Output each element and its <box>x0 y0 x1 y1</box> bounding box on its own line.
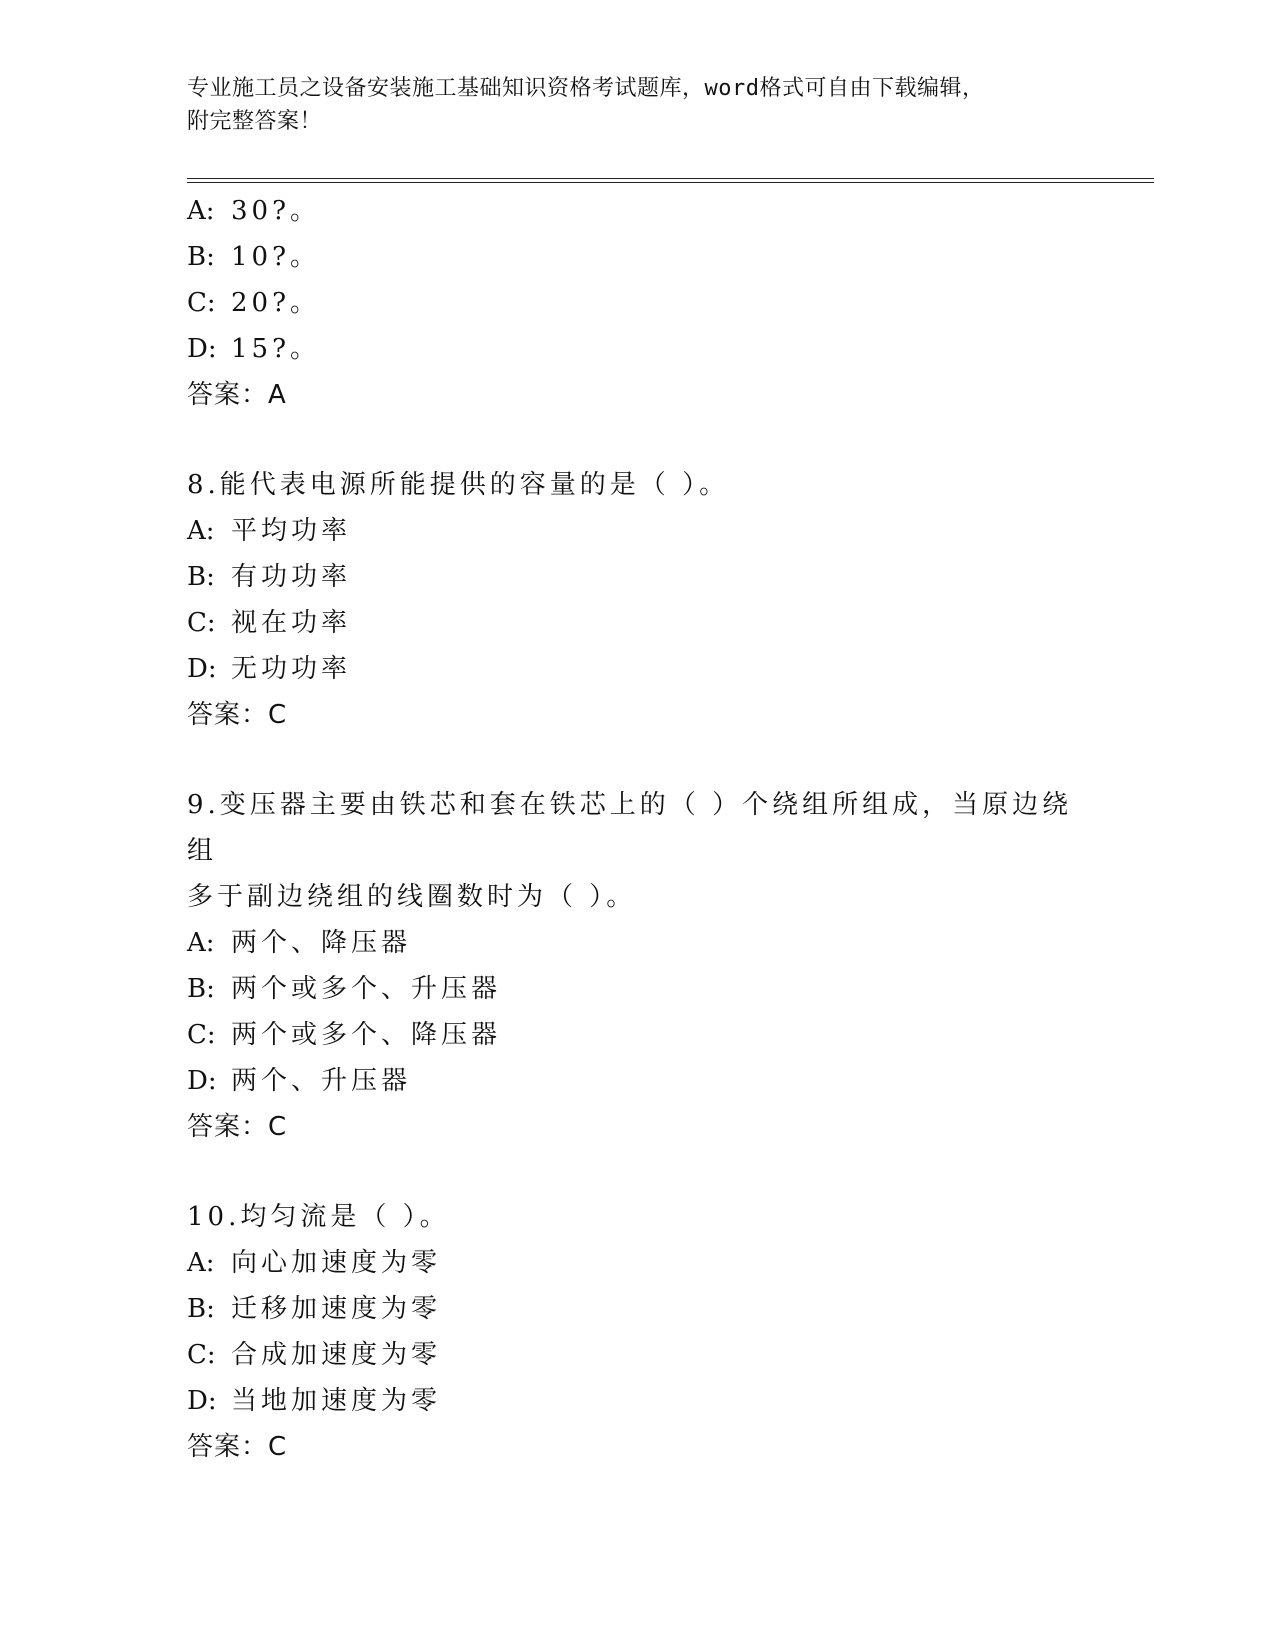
document-header <box>187 72 1087 138</box>
question-9 <box>187 782 1087 1150</box>
option-a <box>187 188 1087 234</box>
option-text: 10?。 <box>231 242 321 272</box>
option-text: 当地加速度为零 <box>231 1386 442 1416</box>
option-key: D: <box>187 1386 217 1416</box>
option-text: 向心加速度为零 <box>231 1248 442 1278</box>
spacer <box>187 418 1087 462</box>
header-title-line-1: 专业施工员之设备安装施工基础知识资格考试题库，word格式可自由下载编辑， <box>187 76 985 101</box>
option-text: 有功功率 <box>231 562 352 592</box>
option-d <box>187 646 1087 692</box>
option-a <box>187 1240 1087 1286</box>
option-key: B: <box>187 242 215 272</box>
option-text: 两个、升压器 <box>231 1066 412 1096</box>
question-stem-line-1: 9.变压器主要由铁芯和套在铁芯上的（ ）个绕组所组成，当原边绕组 <box>187 790 1073 866</box>
question-8 <box>187 462 1087 738</box>
option-b <box>187 966 1087 1012</box>
answer-line: 答案：C <box>187 700 288 730</box>
question-7 <box>187 188 1087 418</box>
option-text: 20?。 <box>231 288 321 318</box>
option-a <box>187 920 1087 966</box>
option-d <box>187 326 1087 372</box>
header-title-line-2: 附完整答案！ <box>187 109 323 134</box>
option-text: 两个或多个、降压器 <box>231 1020 502 1050</box>
option-key: B: <box>187 974 215 1004</box>
question-stem-line-2: 多于副边绕组的线圈数时为（ ）。 <box>187 882 637 912</box>
option-text: 无功功率 <box>231 654 352 684</box>
option-text: 30?。 <box>231 196 321 226</box>
option-text: 迁移加速度为零 <box>231 1294 442 1324</box>
question-list <box>187 188 1087 1470</box>
option-key: D: <box>187 334 217 364</box>
option-d <box>187 1058 1087 1104</box>
question-stem: 10.均匀流是（ ）。 <box>187 1202 450 1232</box>
option-key: D: <box>187 1066 217 1096</box>
option-b <box>187 554 1087 600</box>
option-key: C: <box>187 288 216 318</box>
option-c <box>187 600 1087 646</box>
option-text: 视在功率 <box>231 608 352 638</box>
option-key: C: <box>187 1340 216 1370</box>
answer-line: 答案：A <box>187 380 287 410</box>
option-text: 平均功率 <box>231 516 352 546</box>
option-key: D: <box>187 654 217 684</box>
option-c <box>187 1012 1087 1058</box>
option-key: A: <box>187 1248 215 1278</box>
option-key: C: <box>187 608 216 638</box>
option-key: A: <box>187 196 215 226</box>
option-key: B: <box>187 1294 215 1324</box>
spacer <box>187 738 1087 782</box>
option-b <box>187 234 1087 280</box>
option-key: A: <box>187 928 215 958</box>
option-c <box>187 280 1087 326</box>
option-text: 两个或多个、升压器 <box>231 974 502 1004</box>
option-key: C: <box>187 1020 216 1050</box>
option-text: 15?。 <box>231 334 321 364</box>
answer-line: 答案：C <box>187 1112 288 1142</box>
option-b <box>187 1286 1087 1332</box>
option-text: 两个、降压器 <box>231 928 412 958</box>
question-10 <box>187 1194 1087 1470</box>
question-stem: 8.能代表电源所能提供的容量的是（ ）。 <box>187 470 730 500</box>
header-divider <box>187 178 1154 183</box>
option-key: B: <box>187 562 215 592</box>
option-d <box>187 1378 1087 1424</box>
option-a <box>187 508 1087 554</box>
option-c <box>187 1332 1087 1378</box>
answer-line: 答案：C <box>187 1432 288 1462</box>
option-key: A: <box>187 516 215 546</box>
spacer <box>187 1150 1087 1194</box>
option-text: 合成加速度为零 <box>231 1340 442 1370</box>
